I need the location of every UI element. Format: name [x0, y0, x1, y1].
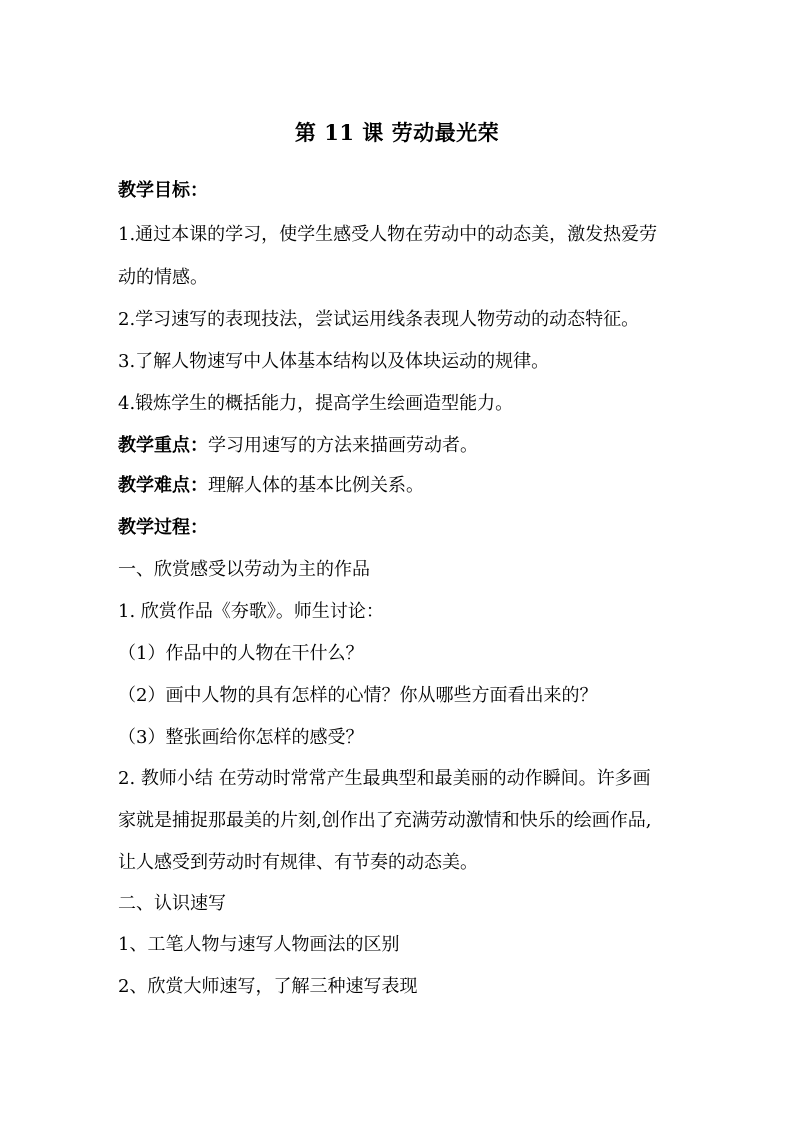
key-point-text: 学习用速写的方法来描画劳动者。 [208, 435, 478, 456]
key-point [118, 433, 478, 459]
objective-1-line-2: 动的情感。 [118, 267, 208, 288]
difficulty-text: 理解人体的基本比例关系。 [208, 475, 424, 496]
section-2-heading: 二、认识速写 [118, 893, 226, 914]
question-3: （3）整张画给你怎样的感受？ [118, 727, 364, 748]
process-heading: 教学过程： [118, 517, 208, 538]
difficulty-label: 教学难点： [118, 475, 208, 496]
question-2: （2）画中人物的具有怎样的心情？你从哪些方面看出来的？ [118, 685, 598, 706]
sub-item-2: 2、欣赏大师速写，了解三种速写表现 [118, 976, 418, 997]
question-1: （1）作品中的人物在干什么？ [118, 643, 364, 664]
key-point-label: 教学重点： [118, 435, 208, 456]
objective-4: 4.锻炼学生的概括能力，提高学生绘画造型能力。 [118, 393, 514, 414]
summary-line-3: 让人感受到劳动时有规律、有节奏的动态美。 [118, 852, 478, 873]
objectives-heading: 教学目标： [118, 180, 208, 201]
page-title: 第 11 课 劳动最光荣 [294, 120, 500, 145]
summary-line-2: 家就是捕捉那最美的片刻,创作出了充满劳动激情和快乐的绘画作品, [118, 810, 652, 831]
difficulty [118, 473, 424, 499]
objective-1-line-1: 1.通过本课的学习，使学生感受人物在劳动中的动态美，激发热爱劳 [118, 224, 658, 245]
step-1: 1. 欣赏作品《夯歌》。师生讨论： [118, 601, 384, 622]
section-1-heading: 一、欣赏感受以劳动为主的作品 [118, 559, 370, 580]
sub-item-1: 1、工笔人物与速写人物画法的区别 [118, 934, 400, 955]
objective-2: 2.学习速写的表现技法，尝试运用线条表现人物劳动的动态特征。 [118, 309, 640, 330]
objective-3: 3.了解人物速写中人体基本结构以及体块运动的规律。 [118, 351, 550, 372]
summary-line-1: 2. 教师小结 在劳动时常常产生最典型和最美丽的动作瞬间。许多画 [118, 768, 651, 789]
